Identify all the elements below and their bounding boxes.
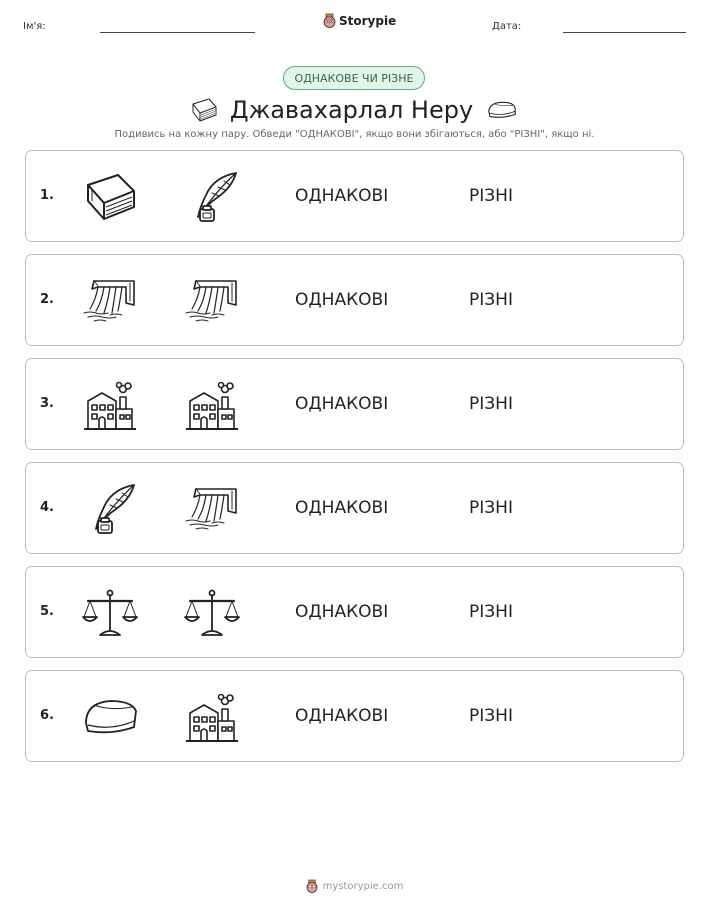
option-same[interactable]: ОДНАКОВІ	[295, 290, 389, 310]
header	[0, 0, 709, 50]
question-row-5	[25, 566, 684, 658]
name-line[interactable]	[100, 32, 255, 33]
option-same[interactable]: ОДНАКОВІ	[295, 602, 389, 622]
question-number: 1.	[40, 188, 54, 203]
date-line[interactable]	[563, 32, 686, 33]
option-different[interactable]: РІЗНІ	[469, 186, 513, 206]
question-number: 5.	[40, 604, 54, 619]
option-same[interactable]: ОДНАКОВІ	[295, 706, 389, 726]
brand-logo	[323, 13, 396, 28]
question-number: 3.	[40, 396, 54, 411]
question-row-6	[25, 670, 684, 762]
option-different[interactable]: РІЗНІ	[469, 706, 513, 726]
question-number: 2.	[40, 292, 54, 307]
quill-icon	[184, 171, 240, 223]
storypie-mascot-icon	[306, 879, 318, 893]
dam-icon	[82, 275, 138, 327]
scales-icon	[82, 587, 138, 639]
factory-icon	[82, 379, 138, 431]
title-row	[0, 90, 709, 130]
question-number: 4.	[40, 500, 54, 515]
worksheet-type-badge: ОДНАКОВЕ ЧИ РІЗНЕ	[283, 66, 425, 90]
dam-icon	[184, 483, 240, 535]
option-same[interactable]: ОДНАКОВІ	[295, 394, 389, 414]
option-same[interactable]: ОДНАКОВІ	[295, 186, 389, 206]
gandhi-cap-icon	[485, 99, 519, 121]
question-row-1	[25, 150, 684, 242]
option-different[interactable]: РІЗНІ	[469, 602, 513, 622]
option-same[interactable]: ОДНАКОВІ	[295, 498, 389, 518]
book-icon	[190, 97, 218, 123]
question-row-4	[25, 462, 684, 554]
scales-icon	[184, 587, 240, 639]
option-different[interactable]: РІЗНІ	[469, 394, 513, 414]
option-different[interactable]: РІЗНІ	[469, 290, 513, 310]
storypie-mascot-icon	[323, 13, 336, 28]
footer	[0, 879, 709, 893]
footer-url: mystorypie.com	[322, 880, 404, 892]
book-icon	[82, 171, 138, 223]
dam-icon	[184, 275, 240, 327]
question-row-2	[25, 254, 684, 346]
question-number: 6.	[40, 708, 54, 723]
brand-name: Storypie	[339, 13, 397, 28]
cap-icon	[82, 691, 138, 743]
factory-icon	[184, 691, 240, 743]
name-label: Ім'я:	[23, 21, 46, 32]
question-row-3	[25, 358, 684, 450]
factory-icon	[184, 379, 240, 431]
quill-icon	[82, 483, 138, 535]
page-title: Джавахарлал Неру	[229, 96, 474, 124]
instructions: Подивись на кожну пару. Обведи "ОДНАКОВІ", якщо вони збігаються, або "РІЗНІ", якщо ні.	[114, 129, 595, 140]
option-different[interactable]: РІЗНІ	[469, 498, 513, 518]
date-label: Дата:	[492, 21, 522, 32]
